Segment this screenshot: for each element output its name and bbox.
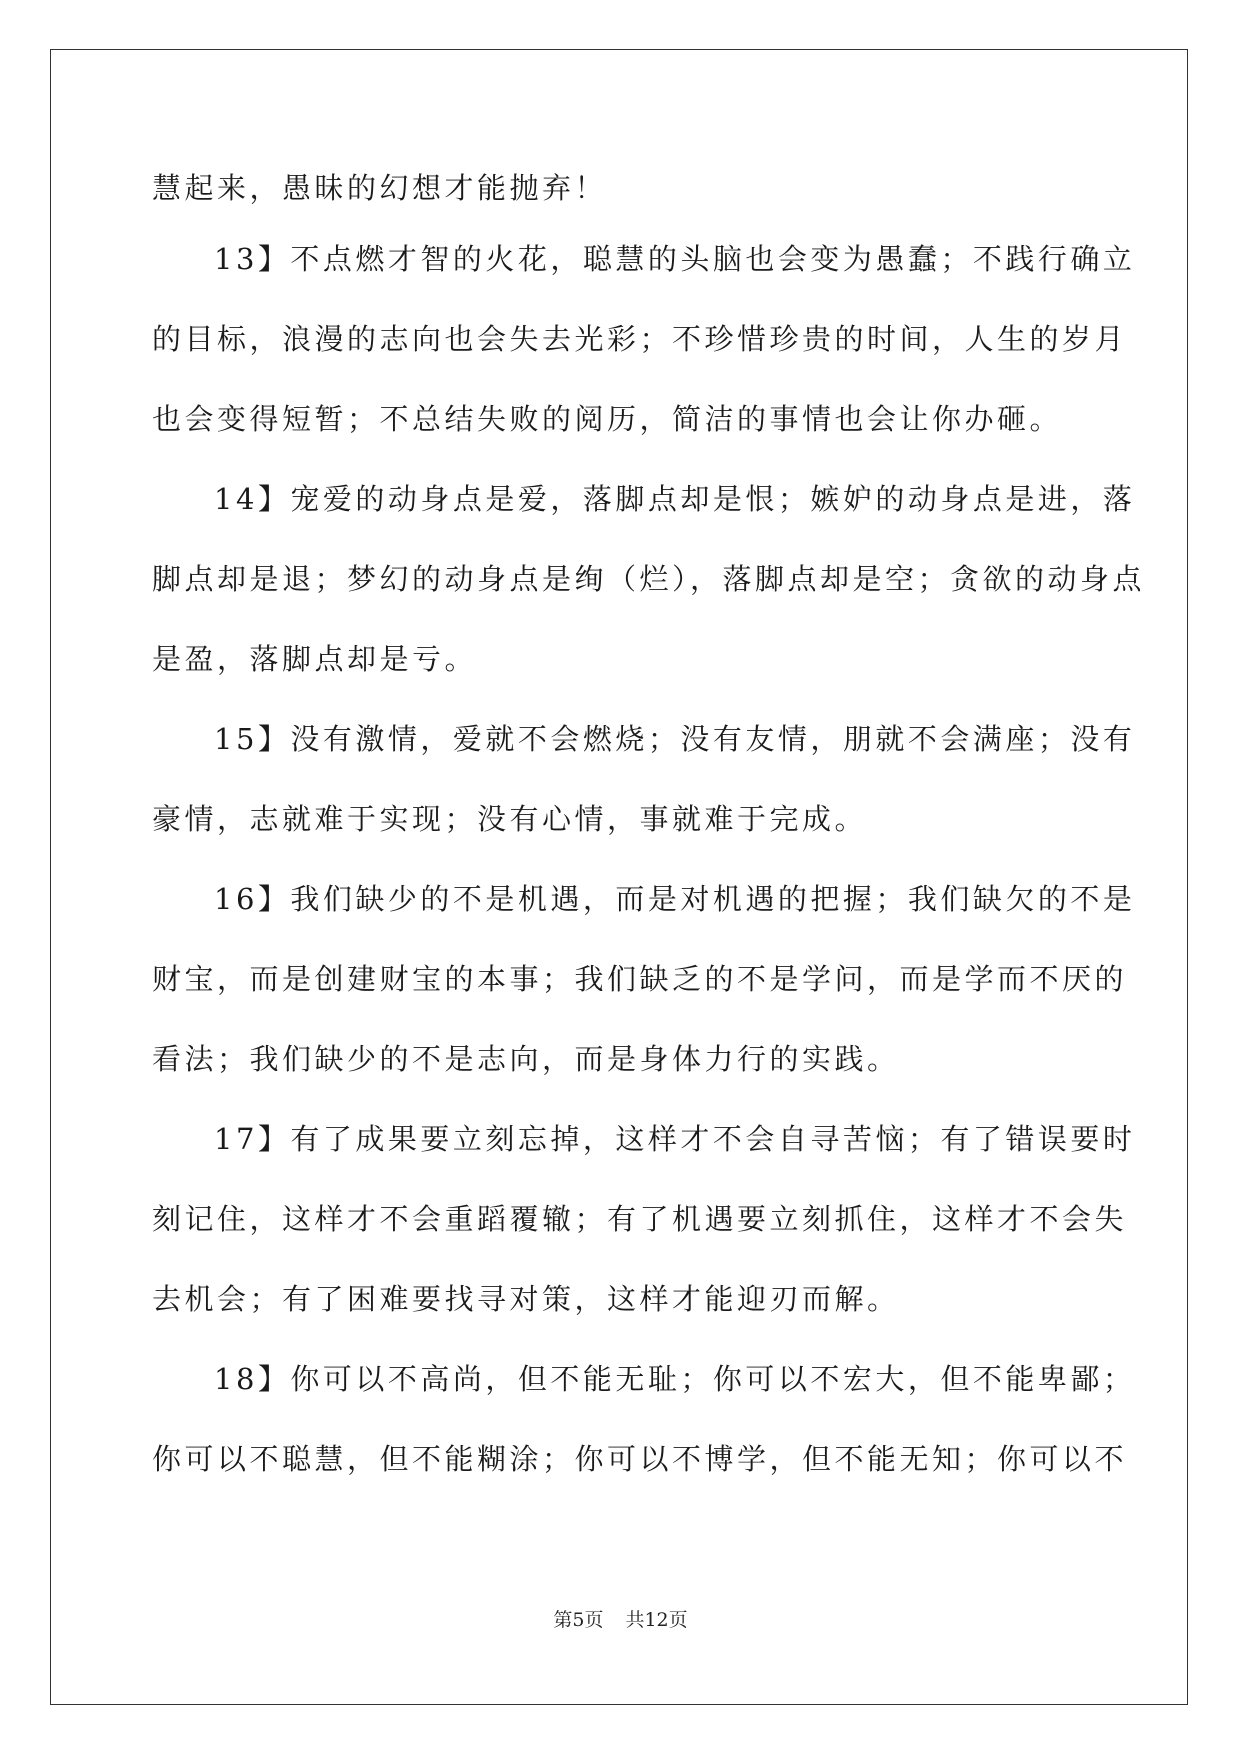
text-line: 豪情，志就难于实现；没有心情，事就难于完成。: [152, 802, 868, 836]
document-body: [152, 158, 1146, 1499]
text-line: 也会变得短暂；不总结失败的阅历，简洁的事情也会让你办砸。: [152, 402, 1063, 436]
text-line: 是盈，落脚点却是亏。: [152, 642, 478, 676]
text-line: 财宝，而是创建财宝的本事；我们缺乏的不是学问，而是学而不厌的: [152, 962, 1128, 996]
text-line: 18】你可以不高尚，但不能无耻；你可以不宏大，但不能卑鄙；: [214, 1362, 1136, 1396]
text-line: 看法；我们缺少的不是志向，而是身体力行的实践。: [152, 1042, 900, 1076]
page-footer: [0, 1605, 1241, 1632]
page-total: 共12页: [625, 1609, 688, 1631]
text-line: 你可以不聪慧，但不能糊涂；你可以不博学，但不能无知；你可以不: [152, 1442, 1128, 1476]
text-line: 15】没有激情，爱就不会燃烧；没有友情，朋就不会满座；没有: [214, 722, 1136, 756]
text-line: 的目标，浪漫的志向也会失去光彩；不珍惜珍贵的时间，人生的岁月: [152, 322, 1128, 356]
text-line: 13】不点燃才智的火花，聪慧的头脑也会变为愚蠢；不践行确立: [214, 242, 1136, 276]
text-line: 17】有了成果要立刻忘掉，这样才不会自寻苦恼；有了错误要时: [214, 1122, 1136, 1156]
text-line: 16】我们缺少的不是机遇，而是对机遇的把握；我们缺欠的不是: [214, 882, 1136, 916]
page-number: 第5页: [553, 1609, 604, 1631]
text-line: 刻记住，这样才不会重蹈覆辙；有了机遇要立刻抓住，这样才不会失: [152, 1202, 1128, 1236]
text-line: 脚点却是退；梦幻的动身点是绚（烂），落脚点却是空；贪欲的动身点: [152, 562, 1146, 596]
text-line: 去机会；有了困难要找寻对策，这样才能迎刃而解。: [152, 1282, 900, 1316]
text-line: 慧起来，愚昧的幻想才能抛弃！: [152, 171, 608, 205]
text-line: 14】宠爱的动身点是爱，落脚点却是恨；嫉妒的动身点是进，落: [214, 482, 1136, 516]
